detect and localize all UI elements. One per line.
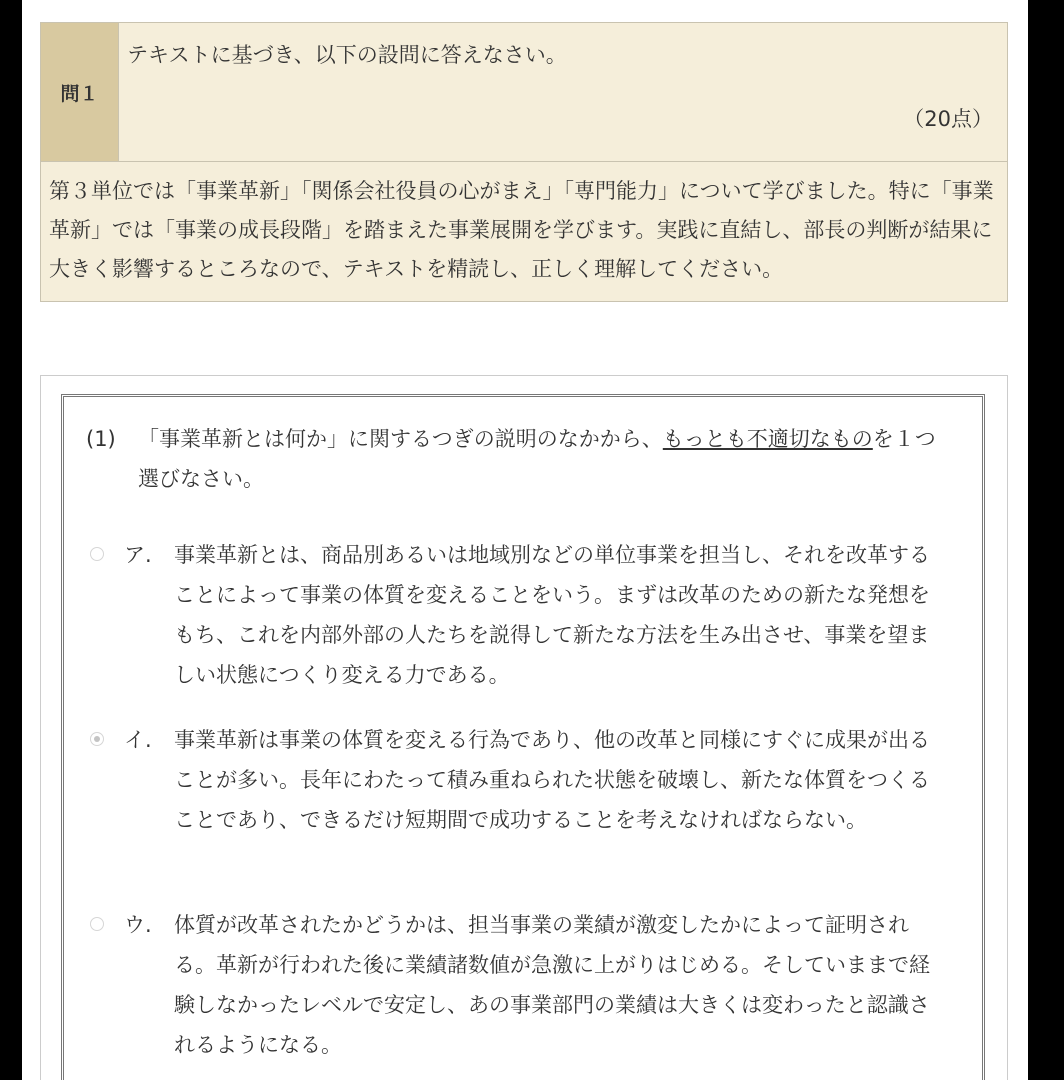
question-instruction: テキストに基づき、以下の設問に答えなさい。 [127,43,567,67]
question-number: 問１ [41,23,119,161]
subquestion-number: (1) [86,427,116,451]
subquestion-prompt-text [138,419,946,499]
question-header [40,22,1008,302]
option-c-label: ウ. [124,913,152,937]
subquestion-box [61,394,985,1080]
prompt-before: 「事業革新とは何か」に関するつぎの説明のなかから、 [138,427,663,451]
option-c[interactable] [86,905,946,1065]
question-description: 第３単位では「事業革新」「関係会社役員の心がまえ」「専門能力」について学びました。特に「事業革新」では「事業の成長段階」を踏まえた事業展開を学びます。実践に直結し、部長の判断が結果に大きく影響するところなので、テキストを精読し、正しく理解してください。 [41,161,1007,301]
subquestion-prompt [86,419,946,499]
subquestion-panel [40,375,1008,1080]
question-header-row [41,23,1007,161]
option-b-text: 事業革新は事業の体質を変える行為であり、他の改革と同様にすぐに成果が出ることが多い。長年にわたって積み重ねられた状態を破壊し、新たな体質をつくることであり、できるだけ短期間で成功することを考えなければならない。 [174,728,930,832]
prompt-after: を１つ選びなさい。 [138,427,936,491]
option-a-label: ア. [124,543,152,567]
option-b-label: イ. [124,728,152,752]
option-a[interactable] [86,535,946,695]
option-b-radio[interactable] [90,732,104,746]
option-a-text: 事業革新とは、商品別あるいは地域別などの単位事業を担当し、それを改革することによって事業の体質を変えることをいう。まずは改革のための新たな発想をもち、これを内部外部の人たちを説得して新たな方法を生み出させ、事業を望ましい状態につくり変える力である。 [174,543,930,687]
option-b[interactable] [86,720,946,840]
question-instruction-cell [119,23,1007,161]
option-c-text: 体質が改革されたかどうかは、担当事業の業績が激変したかによって証明される。革新が行われた後に業績諸数値が急激に上がりはじめる。そしていままで経験しなかったレベルで安定し、あの事業部門の業績は大きくは変わったと認識されるようになる。 [174,913,930,1057]
question-points: （20点） [903,107,993,131]
prompt-emphasis: もっとも不適切なもの [662,427,873,451]
option-c-radio[interactable] [90,917,104,931]
option-a-radio[interactable] [90,547,104,561]
exam-page [22,0,1028,1080]
